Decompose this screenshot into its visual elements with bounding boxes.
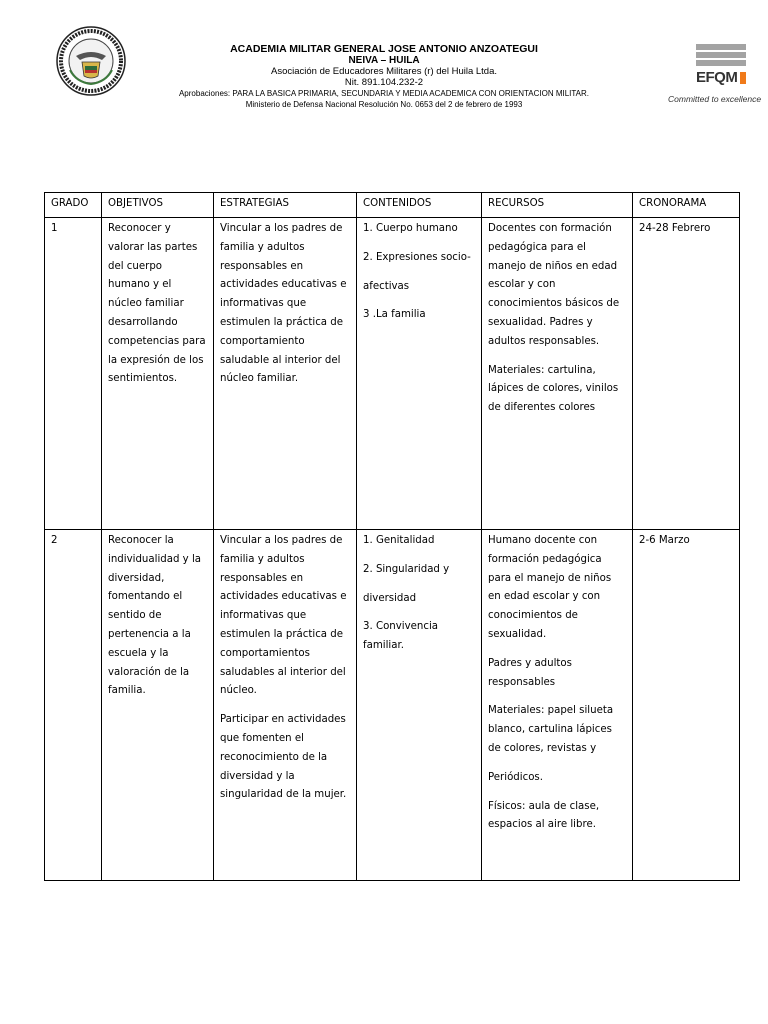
efqm-wordmark: EFQM — [696, 69, 738, 86]
recurso-text: Físicos: aula de clase, espacios al aire libre. — [488, 800, 600, 831]
recurso-text: Materiales: cartulina, lápices de colores, vinilos de diferentes colores — [488, 364, 619, 414]
recursos-cell — [482, 530, 633, 881]
efqm-tagline: Committed to excellence — [668, 94, 762, 104]
curriculum-table — [44, 192, 740, 881]
contenido-item: 2. Singularidad y — [363, 563, 450, 575]
cronorama-cell: 24-28 Febrero — [633, 218, 740, 530]
contenido-item: 2. Expresiones socio- — [363, 251, 471, 263]
recurso-text: Docentes con formación pedagógica para el manejo de niños en edad escolar y con conocimientos básicos de sexualidad. Padres y adultos responsables. — [488, 223, 620, 347]
efqm-orange-mark-icon — [740, 72, 746, 84]
estrategia-text: Participar en actividades que fomenten el reconocimiento de la diversidad y la singularidad de la mujer. — [220, 714, 347, 801]
resolution-line: Ministerio de Defensa Nacional Resolución No. 0653 del 2 de febrero de 1993 — [245, 100, 523, 109]
grado-cell: 1 — [45, 218, 102, 530]
recurso-text: Materiales: papel silueta blanco, cartulina lápices de colores, revistas y — [488, 705, 614, 754]
institution-info — [130, 44, 638, 110]
contenido-item: 1. Genitalidad — [363, 535, 435, 546]
table-row — [45, 218, 740, 530]
column-header: GRADO — [45, 193, 102, 218]
column-header: ESTRATEGIAS — [214, 193, 357, 218]
recurso-text: Humano docente con formación pedagógica para el manejo de niños en edad escolar y con conocimientos de sexualidad. — [488, 535, 612, 640]
contenido-item: diversidad — [363, 592, 417, 604]
estrategia-text: Vincular a los padres de familia y adultos responsables en actividades educativas e informativas que estimulen la práctica de comportamientos saludables al interior del núcleo. — [220, 535, 347, 697]
table-header-row — [45, 193, 740, 218]
recurso-text: Padres y adultos responsables — [488, 657, 572, 688]
efqm-bar-icon — [696, 52, 746, 58]
recurso-text: Periódicos. — [488, 771, 543, 783]
contenidos-cell — [357, 218, 482, 530]
contenido-item: 3 .La familia — [363, 309, 426, 321]
efqm-bar-icon — [696, 60, 746, 66]
contenido-item: 3. Convivencia familiar. — [363, 621, 439, 652]
recursos-cell — [482, 218, 633, 530]
association-line: Asociación de Educadores Militares (r) del Huila Ltda. — [271, 66, 497, 77]
nit-line: Nit. 891.104.232-2 — [344, 77, 424, 88]
approvals-line: Aprobaciones: PARA LA BASICA PRIMARIA, SECUNDARIA Y MEDIA ACADEMICA CON ORIENTACION MILITAR. — [178, 89, 590, 98]
column-header: OBJETIVOS — [102, 193, 214, 218]
institution-name: ACADEMIA MILITAR GENERAL JOSE ANTONIO ANZOATEGUI — [230, 43, 538, 55]
column-header: RECURSOS — [482, 193, 633, 218]
contenido-item: afectivas — [363, 280, 410, 292]
estrategia-text: Vincular a los padres de familia y adultos responsables en actividades educativas e informativas que estimulen la práctica de comportamiento saludable al interior del núcleo familiar. — [220, 223, 347, 385]
cronorama-cell: 2-6 Marzo — [633, 530, 740, 881]
estrategias-cell — [214, 530, 357, 881]
efqm-logo — [664, 44, 762, 106]
document-header — [0, 0, 768, 130]
objetivos-cell: Reconocer y valorar las partes del cuerpo humano y el núcleo familiar desarrollando competencias para la expresión de los sentimientos. — [102, 218, 214, 530]
efqm-bar-icon — [696, 44, 746, 50]
column-header: CRONORAMA — [633, 193, 740, 218]
grado-cell: 2 — [45, 530, 102, 881]
contenidos-cell — [357, 530, 482, 881]
table-row — [45, 530, 740, 881]
column-header: CONTENIDOS — [357, 193, 482, 218]
estrategias-cell — [214, 218, 357, 530]
academy-seal-icon — [56, 26, 126, 96]
institution-city: NEIVA – HUILA — [348, 55, 420, 66]
contenido-item: 1. Cuerpo humano — [363, 223, 458, 234]
objetivos-cell: Reconocer la individualidad y la diversidad, fomentando el sentido de pertenencia a la escuela y la valoración de la familia. — [102, 530, 214, 881]
